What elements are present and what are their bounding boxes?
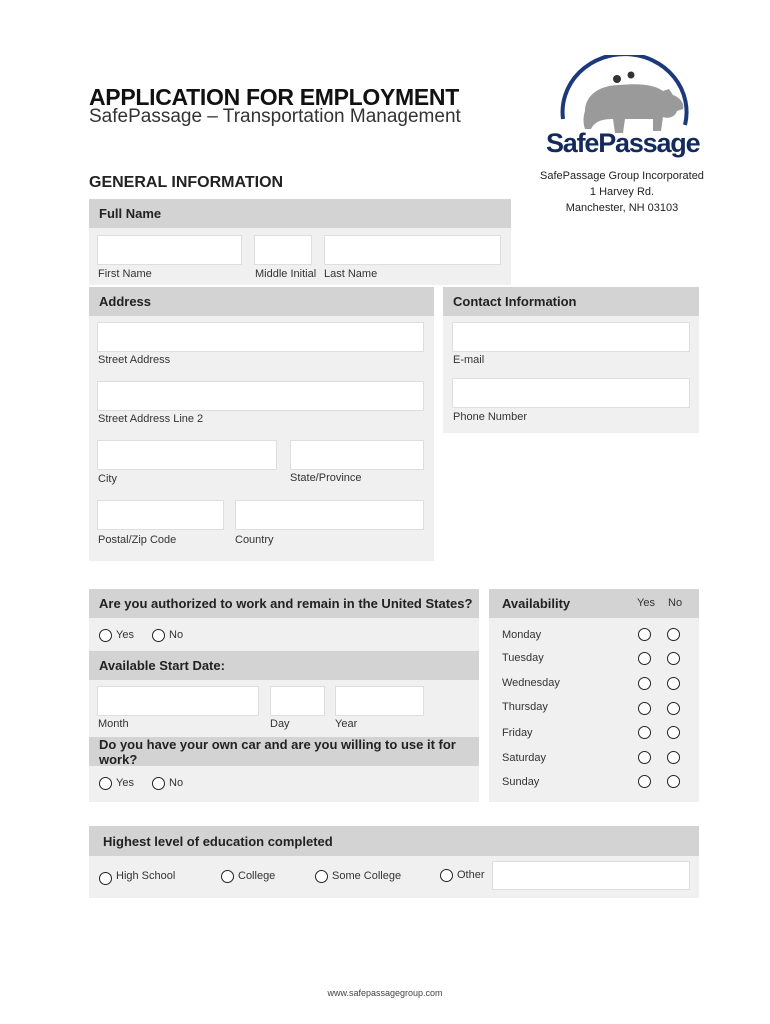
car-yes-radio[interactable] xyxy=(99,777,112,790)
middle-initial-input[interactable] xyxy=(254,235,312,265)
car-question: Do you have your own car and are you willing to use it for work? xyxy=(89,737,479,766)
education-high-school-label: High School xyxy=(116,870,176,882)
day-label-monday: Monday xyxy=(502,629,542,641)
logo-wordmark: SafePassage xyxy=(546,128,700,158)
contact-header: Contact Information xyxy=(443,287,699,316)
sunday-yes-radio[interactable] xyxy=(638,775,651,788)
street-address-label: Street Address xyxy=(98,354,171,366)
form-subtitle: SafePassage – Transportation Management xyxy=(89,106,461,127)
country-input[interactable] xyxy=(235,500,424,530)
first-name-input[interactable] xyxy=(97,235,242,265)
zip-label: Postal/Zip Code xyxy=(98,534,177,546)
company-street: 1 Harvey Rd. xyxy=(589,186,655,198)
availability-panel xyxy=(489,589,699,802)
thursday-no-radio[interactable] xyxy=(667,702,680,715)
city-input[interactable] xyxy=(97,440,277,470)
education-other-radio[interactable] xyxy=(440,869,453,882)
tuesday-yes-radio[interactable] xyxy=(638,652,651,665)
availability-label: Availability xyxy=(502,596,571,611)
friday-no-radio[interactable] xyxy=(667,726,680,739)
car-no-label: No xyxy=(169,777,184,789)
start-month-input[interactable] xyxy=(97,686,259,716)
authorization-no-label: No xyxy=(169,629,184,641)
education-some-college-label: Some College xyxy=(332,870,402,882)
start-year-label: Year xyxy=(335,718,358,730)
start-date-header: Available Start Date: xyxy=(89,651,479,680)
start-month-label: Month xyxy=(98,718,129,730)
day-label-friday: Friday xyxy=(502,727,533,739)
address-header: Address xyxy=(89,287,434,316)
last-name-input[interactable] xyxy=(324,235,501,265)
education-header: Highest level of education completed xyxy=(89,826,699,856)
day-label-wednesday: Wednesday xyxy=(502,677,560,689)
email-input[interactable] xyxy=(452,322,690,352)
city-label: City xyxy=(98,473,117,485)
wednesday-no-radio[interactable] xyxy=(667,677,680,690)
saturday-no-radio[interactable] xyxy=(667,751,680,764)
authorization-no-radio[interactable] xyxy=(152,629,165,642)
start-day-input[interactable] xyxy=(270,686,325,716)
section-heading-general: GENERAL INFORMATION xyxy=(89,174,284,191)
education-college-label: College xyxy=(238,870,276,882)
education-other-label: Other xyxy=(457,869,485,881)
first-name-label: First Name xyxy=(98,268,152,280)
day-label-tuesday: Tuesday xyxy=(502,652,544,664)
day-label-sunday: Sunday xyxy=(502,776,540,788)
saturday-yes-radio[interactable] xyxy=(638,751,651,764)
thursday-yes-radio[interactable] xyxy=(638,702,651,715)
education-other-input[interactable] xyxy=(492,861,690,890)
monday-yes-radio[interactable] xyxy=(638,628,651,641)
email-label: E-mail xyxy=(453,354,485,366)
car-yes-label: Yes xyxy=(116,777,134,789)
phone-input[interactable] xyxy=(452,378,690,408)
company-address xyxy=(520,168,724,216)
state-input[interactable] xyxy=(290,440,424,470)
availability-yes-header: Yes xyxy=(637,597,655,609)
sunday-no-radio[interactable] xyxy=(667,775,680,788)
education-college-radio[interactable] xyxy=(221,870,234,883)
country-label: Country xyxy=(235,534,274,546)
company-name: SafePassage Group Incorporated xyxy=(540,170,704,182)
tuesday-no-radio[interactable] xyxy=(667,652,680,665)
authorization-question: Are you authorized to work and remain in the United States? xyxy=(89,589,479,618)
start-day-label: Day xyxy=(270,718,290,730)
state-label: State/Province xyxy=(290,472,362,484)
education-high-school-radio[interactable] xyxy=(99,872,112,885)
zip-input[interactable] xyxy=(97,500,224,530)
street-address-line2-label: Street Address Line 2 xyxy=(98,413,204,425)
start-year-input[interactable] xyxy=(335,686,424,716)
day-label-thursday: Thursday xyxy=(502,701,548,713)
monday-no-radio[interactable] xyxy=(667,628,680,641)
full-name-header: Full Name xyxy=(89,199,511,228)
availability-no-header: No xyxy=(668,597,683,609)
form-title: APPLICATION FOR EMPLOYMENT xyxy=(89,84,459,110)
company-city: Manchester, NH 03103 xyxy=(565,202,679,214)
last-name-label: Last Name xyxy=(324,268,378,280)
street-address-input[interactable] xyxy=(97,322,424,352)
education-some-college-radio[interactable] xyxy=(315,870,328,883)
authorization-yes-radio[interactable] xyxy=(99,629,112,642)
car-no-radio[interactable] xyxy=(152,777,165,790)
phone-label: Phone Number xyxy=(453,411,527,423)
footer-url[interactable]: www.safepassagegroup.com xyxy=(327,988,443,998)
wednesday-yes-radio[interactable] xyxy=(638,677,651,690)
day-label-saturday: Saturday xyxy=(502,752,547,764)
authorization-yes-label: Yes xyxy=(116,629,134,641)
friday-yes-radio[interactable] xyxy=(638,726,651,739)
street-address-line2-input[interactable] xyxy=(97,381,424,411)
middle-initial-label: Middle Initial xyxy=(255,268,317,280)
